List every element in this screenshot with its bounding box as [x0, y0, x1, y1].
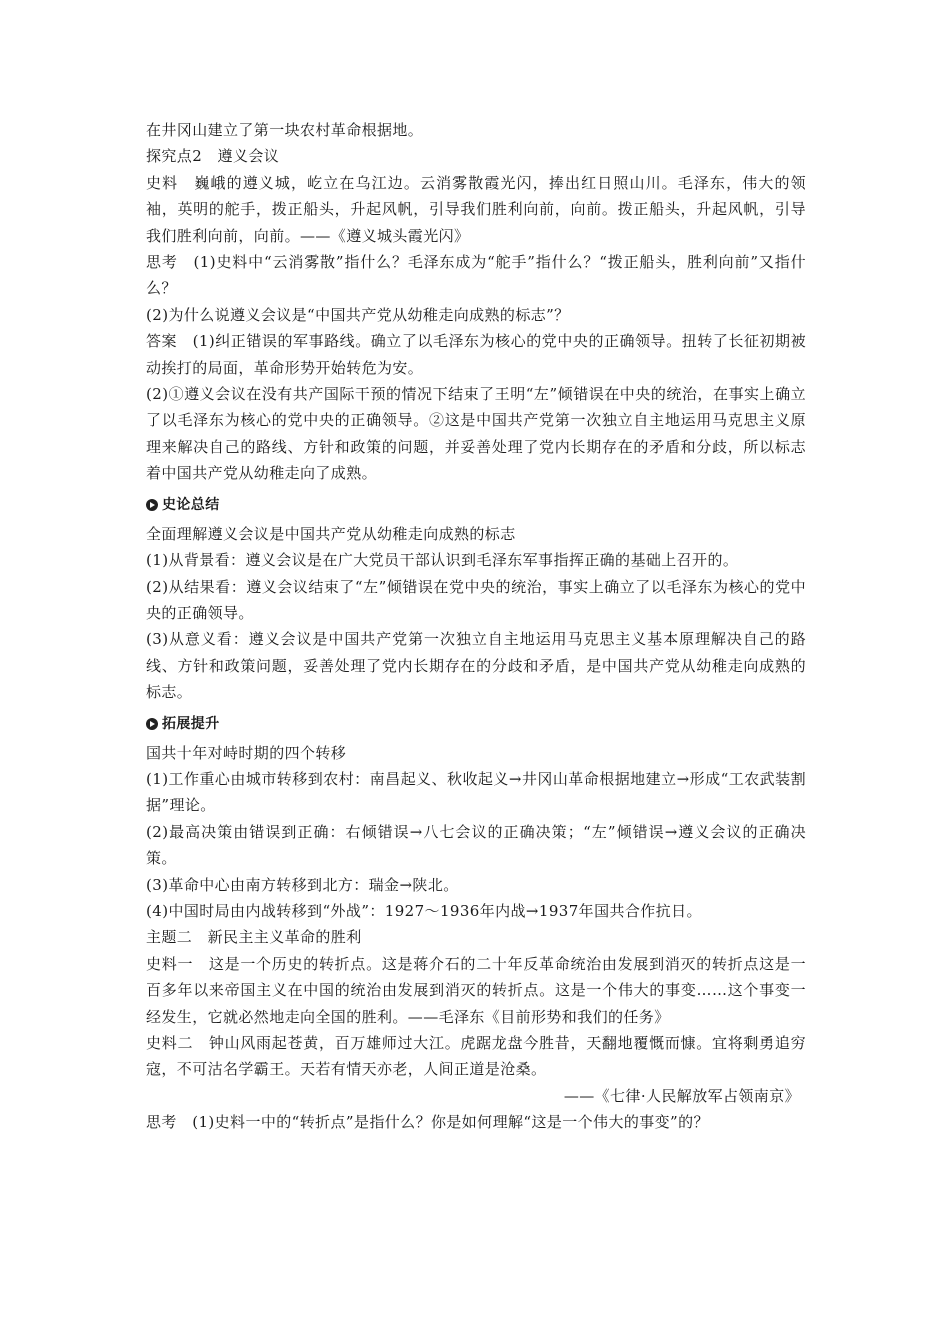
topic-heading: 探究点2 遵义会议	[146, 147, 280, 166]
play-circle-icon	[146, 499, 158, 511]
theme-title: 主题二 新民主主义革命的胜利	[146, 928, 362, 947]
text-line: 在井冈山建立了第一块农村革命根据地。	[146, 121, 424, 139]
question: (2)为什么说遵义会议是“中国共产党从幼稚走向成熟的标志”？	[146, 305, 570, 324]
source-material: 史料一 这是一个历史的转折点。这是蒋介石的二十年反革命统治由发展到消灭的转折点这是一百多年以来帝国主义在中国的统治由发展到消灭的转折点。这是一个伟大的事变……这个事变一经发生，它就必然地走向全国的胜利。——毛泽东《目前形势和我们的任务》	[146, 954, 806, 1026]
extension-heading	[146, 711, 806, 737]
play-circle-icon	[146, 718, 158, 730]
question: 思考 (1)史料一中的“转折点”是指什么？你是如何理解“这是一个伟大的事变”的？	[146, 1113, 709, 1132]
answer: (2)①遵义会议在没有共产国际干预的情况下结束了王明“左”倾错误在中央的统治，在事实上确立了以毛泽东为核心的党中央的正确领导。②这是中国共产党第一次独立自主地运用马克思主义原理来解决自己的路线、方针和政策的问题，并妥善处理了党内长期存在的矛盾和分歧，所以标志着中国共产党从幼稚走向了成熟。	[146, 385, 806, 483]
question: 思考 (1)史料中“云消雾散”指什么？毛泽东成为“舵手”指什么？“拨正船头，胜利向前”又指什么？	[146, 253, 806, 298]
answer: 答案 (1)纠正错误的军事路线。确立了以毛泽东为核心的党中央的正确领导。扭转了长征初期被动挨打的局面，革命形势开始转危为安。	[146, 332, 806, 377]
summary-point: (2)从结果看：遵义会议结束了“左”倾错误在党中央的统治，事实上确立了以毛泽东为核心的党中央的正确领导。	[146, 577, 806, 622]
extension-point: (2)最高决策由错误到正确：右倾错误→八七会议的正确决策；“左”倾错误→遵义会议的正确决策。	[146, 822, 806, 868]
summary-heading-label: 史论总结	[162, 496, 220, 513]
extension-point: (3)革命中心由南方转移到北方：瑞金→陕北。	[146, 875, 459, 894]
source-material: 史料 巍峨的遵义城，屹立在乌江边。云消雾散霞光闪，捧出红日照山川。毛泽东，伟大的领袖，英明的舵手，拨正船头，升起风帆，引导我们胜利向前，向前。拨正船头，升起风帆，引导我们胜利向前，向前。——《遵义城头霞光闪》	[146, 173, 806, 245]
extension-point: (4)中国时局由内战转移到“外战”：1927～1936年内战→1937年国共合作抗日。	[146, 901, 702, 920]
summary-intro: 全面理解遵义会议是中国共产党从幼稚走向成熟的标志	[146, 524, 516, 543]
extension-heading-label: 拓展提升	[162, 715, 220, 732]
summary-point: (1)从背景看：遵义会议是在广大党员干部认识到毛泽东军事指挥正确的基础上召开的。	[146, 551, 739, 570]
source-material: 史料二 钟山风雨起苍黄，百万雄师过大江。虎踞龙盘今胜昔，天翻地覆慨而慷。宜将剩勇追穷寇，不可沽名学霸王。天若有情天亦老，人间正道是沧桑。	[146, 1034, 806, 1079]
summary-heading	[146, 492, 806, 518]
extension-intro: 国共十年对峙时期的四个转移	[146, 743, 347, 762]
extension-point: (1)工作重心由城市转移到农村：南昌起义、秋收起义→井冈山革命根据地建立→形成“工农武装割据”理论。	[146, 769, 806, 815]
summary-point: (3)从意义看：遵义会议是中国共产党第一次独立自主地运用马克思主义基本原理解决自己的路线、方针和政策问题，妥善处理了党内长期存在的分歧和矛盾，是中国共产党从幼稚走向成熟的标志。	[146, 630, 806, 702]
source-attribution: ——《七律·人民解放军占领南京》	[563, 1086, 800, 1105]
document-page	[146, 117, 806, 1136]
